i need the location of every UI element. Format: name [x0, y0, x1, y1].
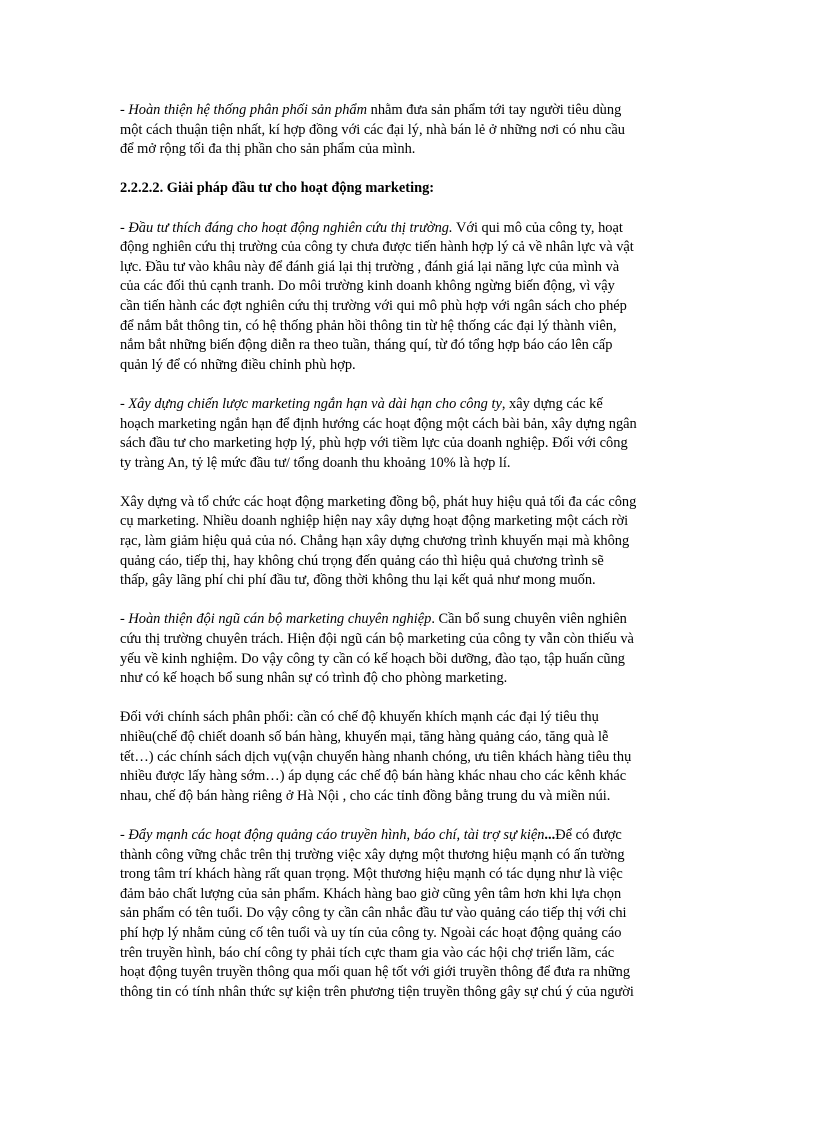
document-body — [120, 101, 700, 1002]
paragraph-distribution: - Hoàn thiện hệ thống phân phối sản phẩm nhằm đưa sản phẩm tới tay người tiêu dùng một cách thuận tiện nhất, kí hợp đồng với các đại lý, nhà bán lẻ ở những nơi có nhu cầu để mở rộng tối đa thị phần cho sản phẩm của mình. — [120, 102, 626, 158]
paragraph-market-research: - Đầu tư thích đáng cho hoạt động nghiên cứu thị trường. Với qui mô của công ty, hoạt động nghiên cứu thị trường của công ty chưa được tiến hành hợp lý cả về nhân lực và vật lực. Đầu tư vào khâu này để đánh giá lại thị trường , đánh giá lại năng lực của mình và của các đối thủ cạnh tranh. Do môi trường kinh doanh không ngừng biến động, vì vậy cần tiến hành các đợt nghiên cứu thị trường với qui mô phù hợp với ngân sách cho phép để nắm bắt thông tin, có hệ thống phản hồi thông tin từ hệ thống các đại lý thành viên, nắm bắt những biến động diễn ra theo tuần, tháng quí, từ đó tổng hợp báo cáo lên cấp quản lý để có những điều chỉnh phù hợp. — [120, 219, 634, 373]
paragraph-organization: Xây dựng và tổ chức các hoạt động marketing đồng bộ, phát huy hiệu quả tối đa các công cụ marketing. Nhiều doanh nghiệp hiện nay xây dựng hoạt động marketing một cách rời rạc, làm giảm hiệu quả của nó. Chẳng hạn xây dựng chương trình khuyến mại mà không quảng cáo, tiếp thị, hay không chú trọng đến quảng cáo thì hiệu quả chương trình sẽ thấp, gây lãng phí chi phí đầu tư, đồng thời không thu lại kết quả như mong muốn. — [120, 493, 637, 589]
paragraph-staff: - Hoàn thiện đội ngũ cán bộ marketing chuyên nghiệp. Cần bổ sung chuyên viên nghiên cứu thị trường chuyên trách. Hiện đội ngũ cán bộ marketing của công ty vẫn còn thiếu và yếu về kinh nghiệm. Do vậy công ty cần có kế hoạch bồi dưỡng, đào tạo, tập huấn cũng như có kế hoạch bổ sung nhân sự có trình độ cho phòng marketing. — [120, 611, 634, 687]
paragraph-strategy: - Xây dựng chiến lược marketing ngắn hạn và dài hạn cho công ty, xây dựng các kế hoạch marketing ngắn hạn để định hướng các hoạt động một cách bài bản, xây dựng ngân sách đầu tư cho marketing hợp lý, phù hợp với tiềm lực của doanh nghiệp. Đối với công ty tràng An, tỷ lệ mức đầu tư/ tổng doanh thu khoảng 10% là hợp lí. — [120, 395, 637, 471]
italic-lead: - Hoàn thiện hệ thống phân phối sản phẩm — [120, 102, 368, 118]
italic-lead: - Đẩy mạnh các hoạt động quảng cáo truyền hình, báo chí, tài trợ sự kiện — [120, 826, 545, 843]
italic-lead: - Đầu tư thích đáng cho hoạt động nghiên cứu thị trường. — [120, 219, 453, 236]
paragraph-advertising: - Đẩy mạnh các hoạt động quảng cáo truyền hình, báo chí, tài trợ sự kiện...Để có được thành công vững chắc trên thị trường việc xây dựng một thương hiệu mạnh có ấn tường trong tâm trí khách hàng rất quan trọng. Một thương hiệu mạnh có tác dụng như là việc đảm bảo chất lượng của sản phẩm. Khách hàng bao giờ cũng yên tâm hơn khi lựa chọn sản phẩm có tên tuổi. Do vậy công ty cần cân nhắc đầu tư vào quảng cáo tiếp thị với chi phí hợp lý nhằm củng cố tên tuổi và uy tín của công ty. Ngoài các hoạt động quảng cáo trên truyền hình, báo chí công ty phải tích cực tham gia vào các hội chợ triển lãm, các hoạt động tuyên truyền thông qua mối quan hệ tốt với giới truyền thông để đưa ra những thông tin có tính nhân thức sự kiện trên phương tiện truyền thông gây sự chú ý của người — [120, 826, 634, 1000]
section-heading: 2.2.2.2. Giải pháp đầu tư cho hoạt động marketing: — [120, 180, 435, 197]
paragraph-distribution-policy: Đối với chính sách phân phối: cần có chế độ khuyến khích mạnh các đại lý tiêu thụ nhiều(chế độ chiết doanh số bán hàng, khuyến mại, tăng hàng quảng cáo, tăng quà lễ tết…) các chính sách dịch vụ(vận chuyển hàng nhanh chóng, ưu tiên khách hàng tiêu thụ nhiều được lấy hàng sớm…) áp dụng các chế độ bán hàng khác nhau cho các kênh khác nhau, chế độ bán hàng riêng ở Hà Nội , cho các tỉnh đồng bằng trung du và miền núi. — [120, 709, 632, 804]
italic-lead: - Hoàn thiện đội ngũ cán bộ marketing chuyên nghiệp — [120, 611, 432, 628]
italic-lead: - Xây dựng chiến lược marketing ngắn hạn và dài hạn cho công ty — [120, 395, 502, 412]
